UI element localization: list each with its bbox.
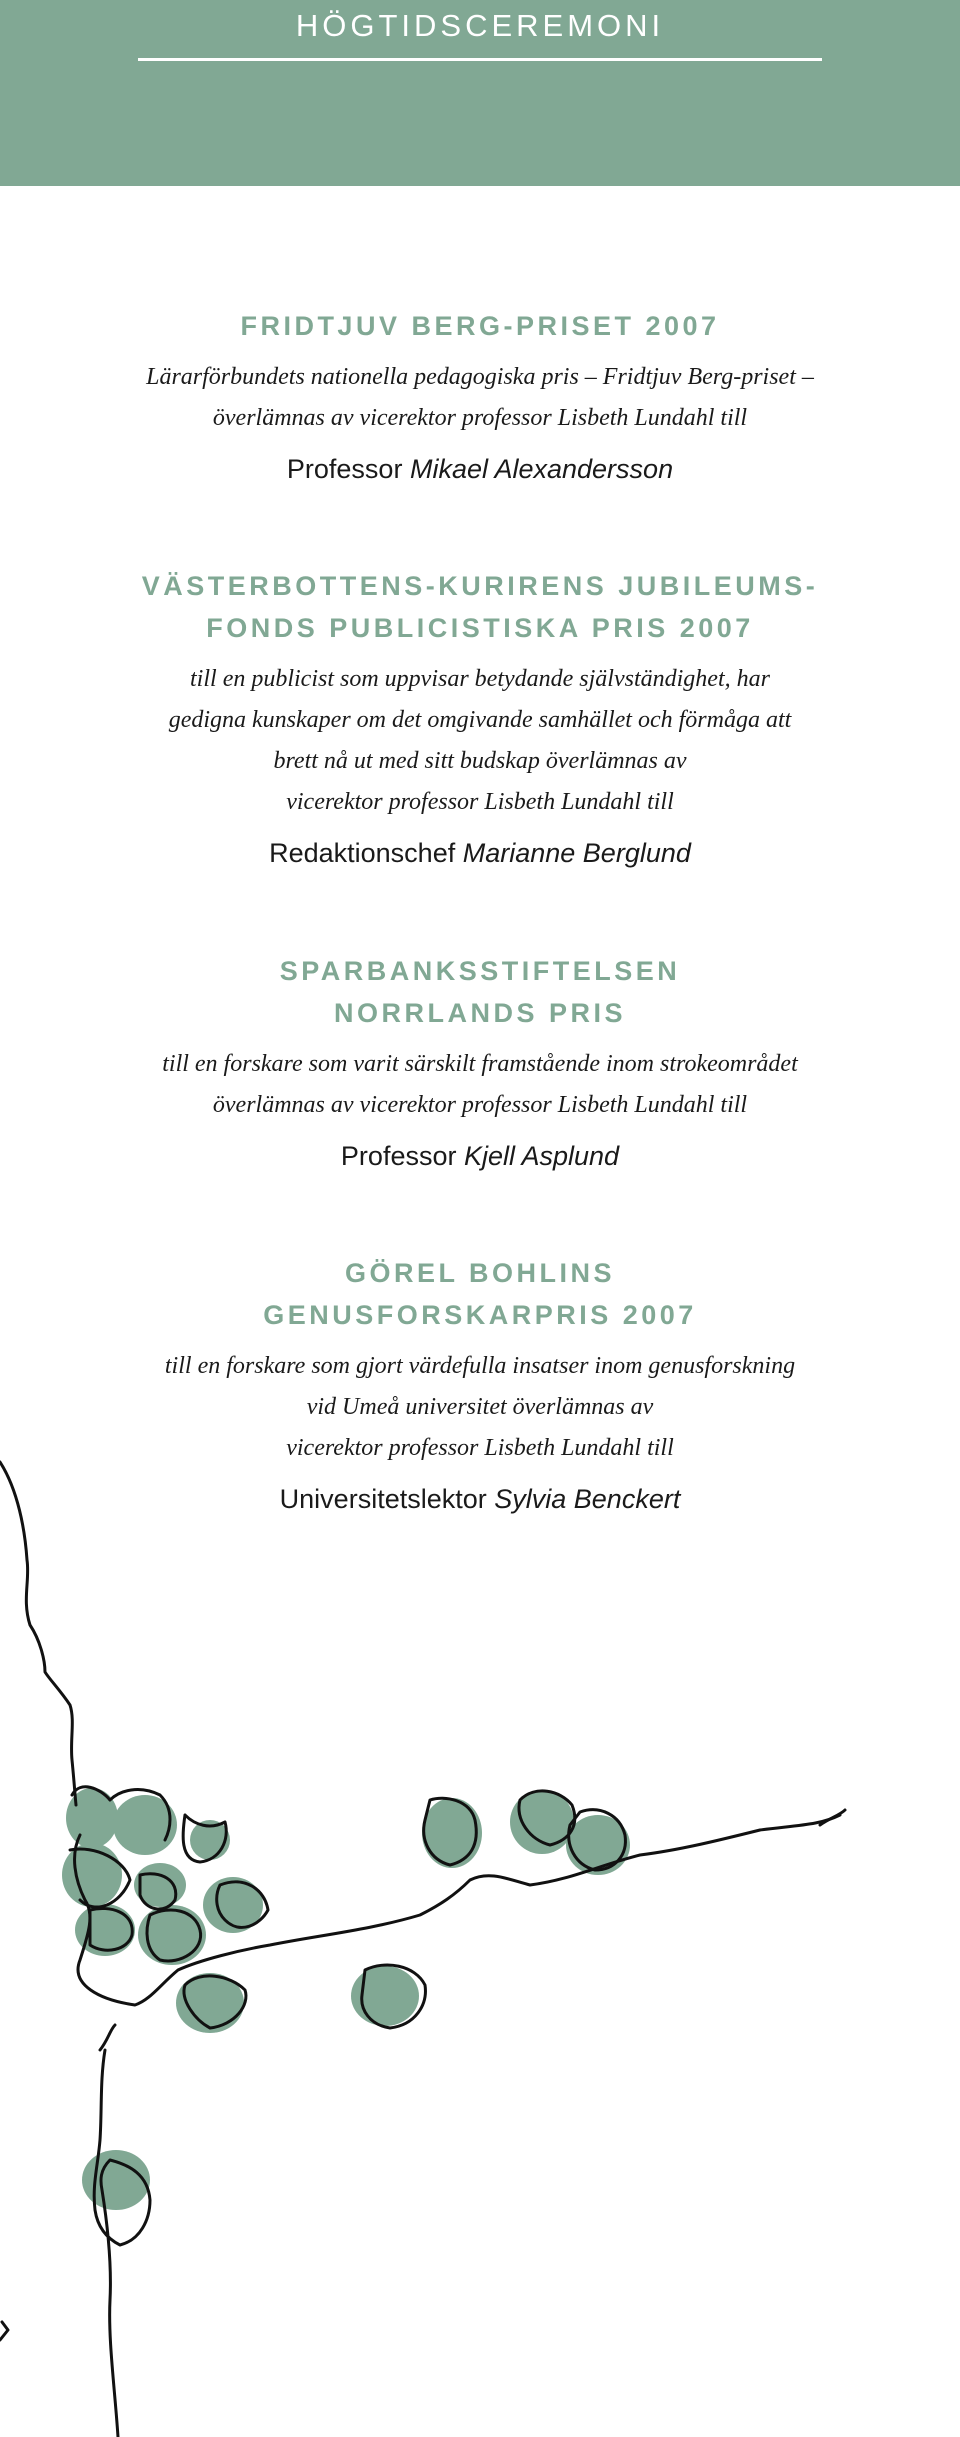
- recipient-title: Professor: [340, 1141, 457, 1171]
- award-description: till en forskare som gjort värdefulla insatser inom genusforskning vid Umeå universitet överlämnas av vicerektor professor Lisbeth Lundahl till: [164, 1353, 796, 1461]
- award-recipient: [0, 449, 960, 489]
- award-vk-publicistiska: [0, 565, 960, 873]
- award-description: till en forskare som varit särskilt framstående inom strokeområdet överlämnas av vicerektor professor Lisbeth Lundahl till: [162, 1051, 798, 1118]
- award-title: SPARBANKSSTIFTELSEN NORRLANDS PRIS: [279, 956, 681, 1028]
- award-description: Lärarförbundets nationella pedagogiska pris – Fridtjuv Berg-priset – överlämnas av vicerektor professor Lisbeth Lundahl till: [146, 364, 814, 431]
- award-sparbanksstiftelsen: [0, 950, 960, 1176]
- map-outlines: [0, 1462, 845, 2437]
- recipient-title: Redaktionschef: [269, 838, 456, 868]
- page-title: HÖGTIDSCEREMONI: [295, 8, 665, 43]
- map-illustration: [0, 1440, 960, 2437]
- award-title: FRIDTJUV BERG-PRISET 2007: [240, 311, 720, 341]
- recipient-name: Sylvia Benckert: [494, 1484, 681, 1514]
- recipient-name: Mikael Alexandersson: [409, 454, 674, 484]
- recipient-name: Kjell Asplund: [463, 1141, 620, 1171]
- award-recipient: [0, 1136, 960, 1176]
- recipient-name: Marianne Berglund: [462, 838, 691, 868]
- award-title: GÖREL BOHLINS GENUSFORSKARPRIS 2007: [263, 1258, 697, 1330]
- recipient-title: Professor: [286, 454, 403, 484]
- recipient-title: Universitetslektor: [279, 1484, 487, 1514]
- award-title: VÄSTERBOTTENS-KURIRENS JUBILEUMS- FONDS PUBLICISTISKA PRIS 2007: [141, 571, 819, 643]
- award-recipient: [0, 833, 960, 873]
- header-band: [0, 0, 960, 186]
- header-divider: [138, 58, 822, 61]
- award-description: till en publicist som uppvisar betydande självständighet, har gedigna kunskaper om det omgivande samhället och förmåga att brett nå ut med sitt budskap överlämnas av vicerektor professor Lisbeth Lundahl till: [168, 666, 792, 815]
- award-fridtjuv-berg: [0, 305, 960, 489]
